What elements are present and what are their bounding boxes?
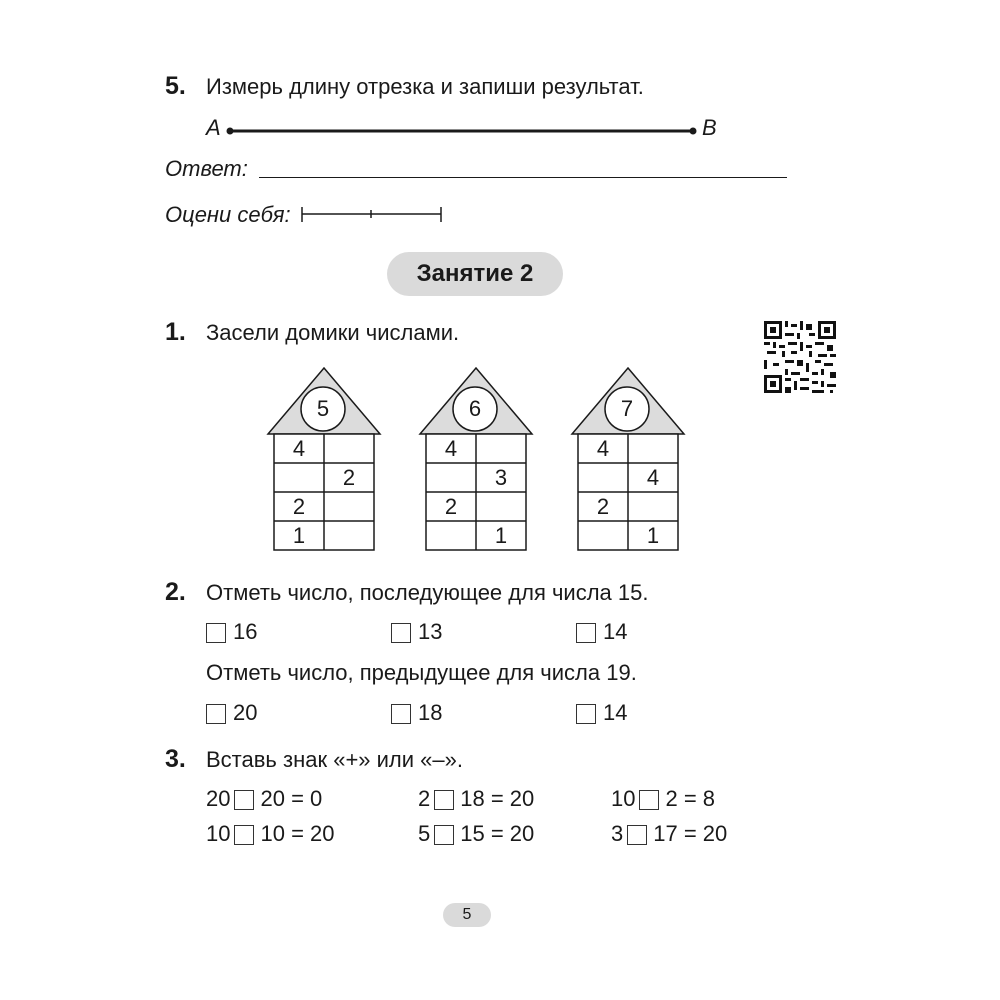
house-cell[interactable] [324, 521, 374, 550]
house-cell[interactable] [324, 434, 374, 463]
house-cell: 1 [292, 523, 306, 548]
house-cell[interactable] [476, 434, 526, 463]
task3-number: 3. [165, 745, 186, 773]
sign-box[interactable] [639, 790, 659, 810]
task3-text: Вставь знак «+» или «–». [206, 747, 463, 772]
house-roof-number: 7 [620, 396, 634, 421]
house-cell: 2 [342, 465, 356, 490]
house-cell[interactable] [426, 521, 476, 550]
house-cell[interactable] [274, 463, 324, 492]
task1-text: Засели домики числами. [206, 320, 460, 345]
answer-label: Ответ: [165, 156, 248, 181]
point-b-label: B [702, 115, 717, 140]
house-roof-number: 5 [316, 396, 330, 421]
sign-box[interactable] [234, 825, 254, 845]
house-cell[interactable] [578, 463, 628, 492]
task1-number: 1. [165, 318, 186, 346]
page-number: 5 [443, 903, 491, 927]
self-assess-scale[interactable] [300, 205, 446, 225]
house-cell[interactable] [476, 492, 526, 521]
equation-6: 3 17 = 20 [611, 821, 728, 846]
house-cell[interactable] [426, 463, 476, 492]
task2-text1: Отметь число, последующее для числа 15. [206, 580, 649, 605]
equation-2: 2 18 = 20 [418, 786, 535, 811]
checkbox[interactable] [206, 704, 226, 724]
checkbox[interactable] [576, 623, 596, 643]
option-16[interactable]: 16 [206, 619, 257, 645]
task5-text: Измерь длину отрезка и запиши результат. [206, 74, 644, 99]
option-14b[interactable]: 14 [576, 700, 627, 726]
house-cell: 2 [596, 494, 610, 519]
task2-text2: Отметь число, предыдущее для числа 19. [206, 660, 637, 685]
house-cell[interactable] [628, 492, 678, 521]
checkbox[interactable] [206, 623, 226, 643]
segment-ab [220, 120, 700, 140]
sign-box[interactable] [234, 790, 254, 810]
house-cell: 2 [444, 494, 458, 519]
task5-number: 5. [165, 72, 186, 100]
house-cell: 3 [494, 465, 508, 490]
option-20[interactable]: 20 [206, 700, 257, 726]
equation-5: 5 15 = 20 [418, 821, 535, 846]
qr-code [764, 321, 836, 393]
checkbox[interactable] [391, 704, 411, 724]
option-14[interactable]: 14 [576, 619, 627, 645]
number-house [570, 367, 686, 552]
house-cell: 1 [494, 523, 508, 548]
house-cell: 4 [444, 436, 458, 461]
self-assess-label: Оцени себя: [165, 202, 291, 227]
point-a-label: A [206, 115, 221, 140]
house-cell: 4 [292, 436, 306, 461]
option-18[interactable]: 18 [391, 700, 442, 726]
equation-4: 10 10 = 20 [206, 821, 335, 846]
checkbox[interactable] [576, 704, 596, 724]
number-house [266, 367, 382, 552]
answer-line[interactable] [259, 177, 787, 178]
number-house [418, 367, 534, 552]
option-13[interactable]: 13 [391, 619, 442, 645]
house-cell: 4 [596, 436, 610, 461]
house-cell: 1 [646, 523, 660, 548]
lesson-title: Занятие 2 [387, 252, 563, 296]
house-cell[interactable] [324, 492, 374, 521]
house-cell[interactable] [628, 434, 678, 463]
house-roof-number: 6 [468, 396, 482, 421]
equation-1: 20 20 = 0 [206, 786, 323, 811]
checkbox[interactable] [391, 623, 411, 643]
sign-box[interactable] [434, 790, 454, 810]
house-cell: 4 [646, 465, 660, 490]
house-cell[interactable] [578, 521, 628, 550]
sign-box[interactable] [434, 825, 454, 845]
sign-box[interactable] [627, 825, 647, 845]
task2-number: 2. [165, 578, 186, 606]
equation-3: 10 2 = 8 [611, 786, 716, 811]
house-cell: 2 [292, 494, 306, 519]
